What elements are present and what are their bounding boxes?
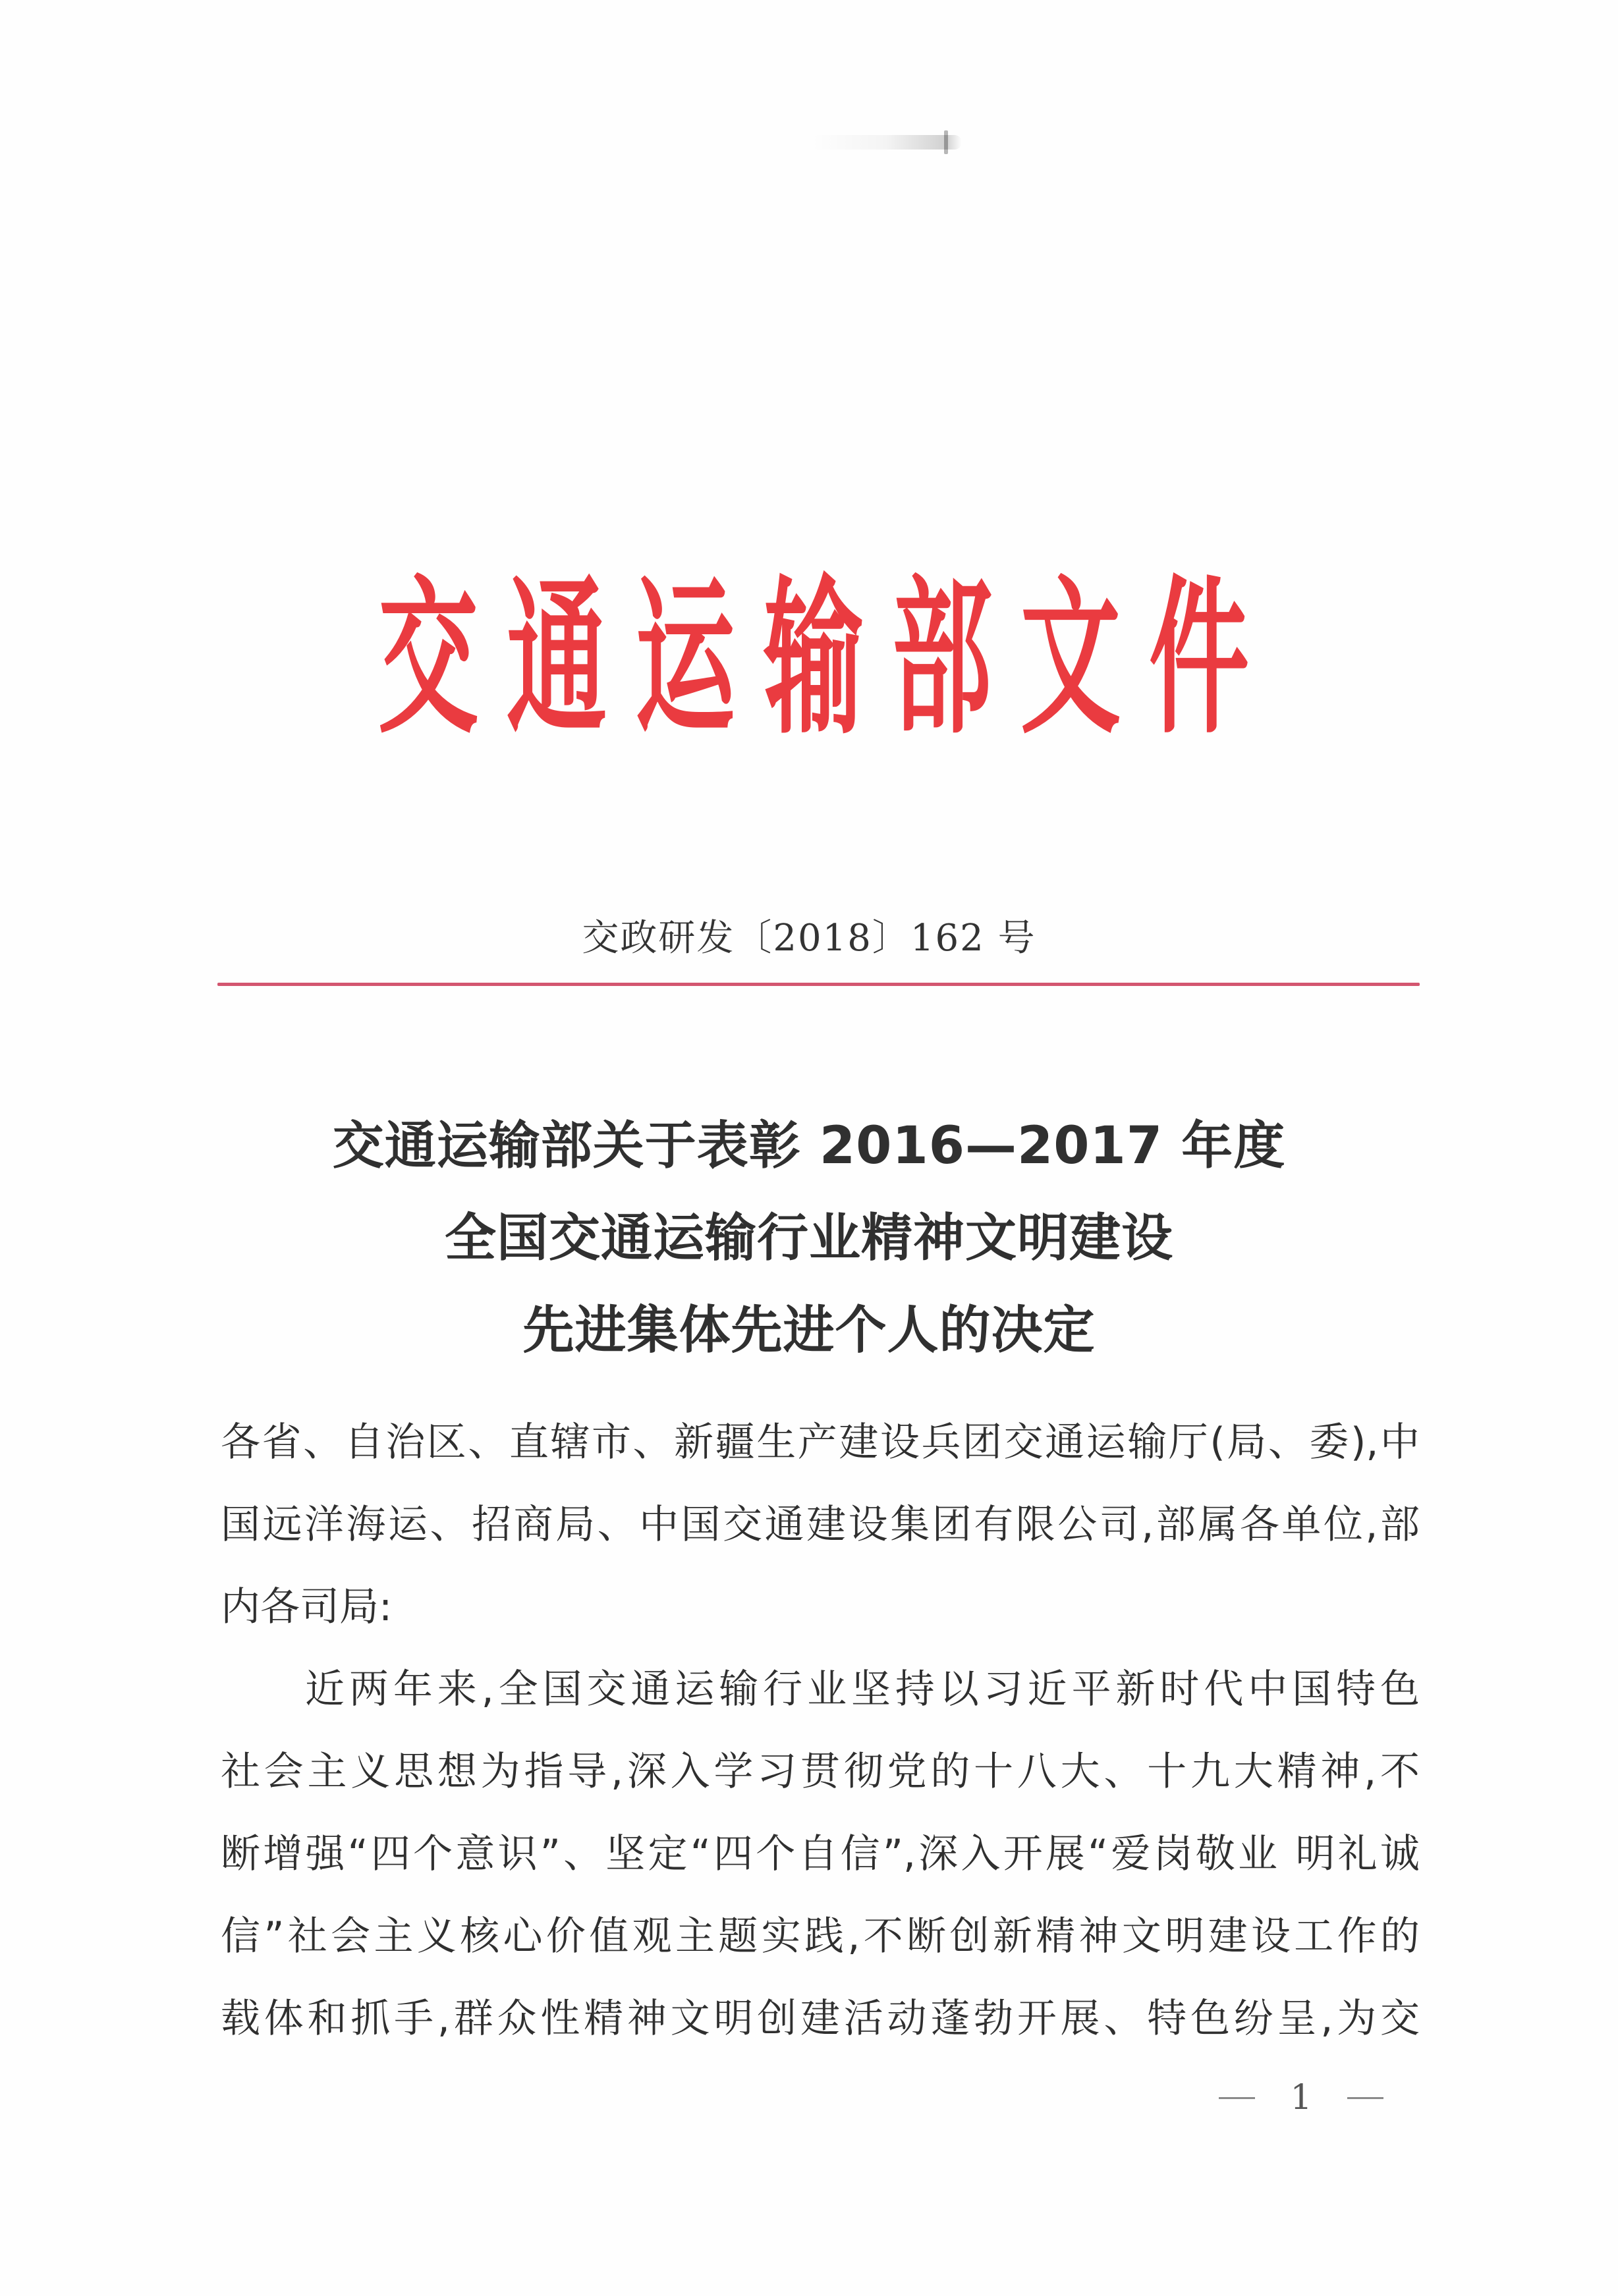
paragraph-line: 近两年来,全国交通运输行业坚持以习近平新时代中国特色 <box>305 1666 1420 1712</box>
title-line-2: 全国交通运输行业精神文明建设 <box>444 1209 1173 1268</box>
masthead-char: 交 <box>378 560 478 757</box>
scan-artifact-tick <box>944 130 948 154</box>
red-divider-line <box>217 983 1420 986</box>
page-number-dash-right <box>1347 2097 1383 2099</box>
masthead-char: 文 <box>1020 560 1121 757</box>
addressee-line-1: 各省、自治区、直辖市、新疆生产建设兵团交通运输厅(局、委),中 <box>221 1419 1420 1465</box>
masthead-char: 输 <box>764 560 864 757</box>
document-title <box>0 1100 1618 1377</box>
title-line-3: 先进集体先进个人的决定 <box>522 1301 1096 1360</box>
masthead-char: 部 <box>892 560 992 757</box>
masthead-char: 件 <box>1149 560 1249 757</box>
masthead-char: 运 <box>635 560 735 757</box>
addressee-line-3: 内各司局: <box>221 1584 393 1630</box>
document-body <box>221 1409 1420 2068</box>
addressee-line-2: 国远洋海运、招商局、中国交通建设集团有限公司,部属各单位,部 <box>221 1502 1420 1548</box>
paragraph-line: 社会主义思想为指导,深入学习贯彻党的十八大、十九大精神,不 <box>221 1749 1420 1795</box>
document-number: 交政研发〔2018〕162 号 <box>582 917 1036 960</box>
paragraph-line: 断增强“四个意识”、坚定“四个自信”,深入开展“爱岗敬业 明礼诚 <box>221 1831 1420 1877</box>
scan-artifact <box>810 135 962 150</box>
red-masthead <box>369 560 1258 757</box>
title-line-1: 交通运输部关于表彰 2016—2017 年度 <box>332 1116 1286 1176</box>
page-number-value: 1 <box>1290 2078 1312 2118</box>
paragraph-line: 载体和抓手,群众性精神文明创建活动蓬勃开展、特色纷呈,为交 <box>221 1996 1420 2042</box>
masthead-char: 通 <box>507 560 607 757</box>
page-number <box>1219 2075 1383 2121</box>
page-number-dash-left <box>1219 2097 1255 2099</box>
paragraph-line: 信”社会主义核心价值观主题实践,不断创新精神文明建设工作的 <box>221 1913 1420 1959</box>
